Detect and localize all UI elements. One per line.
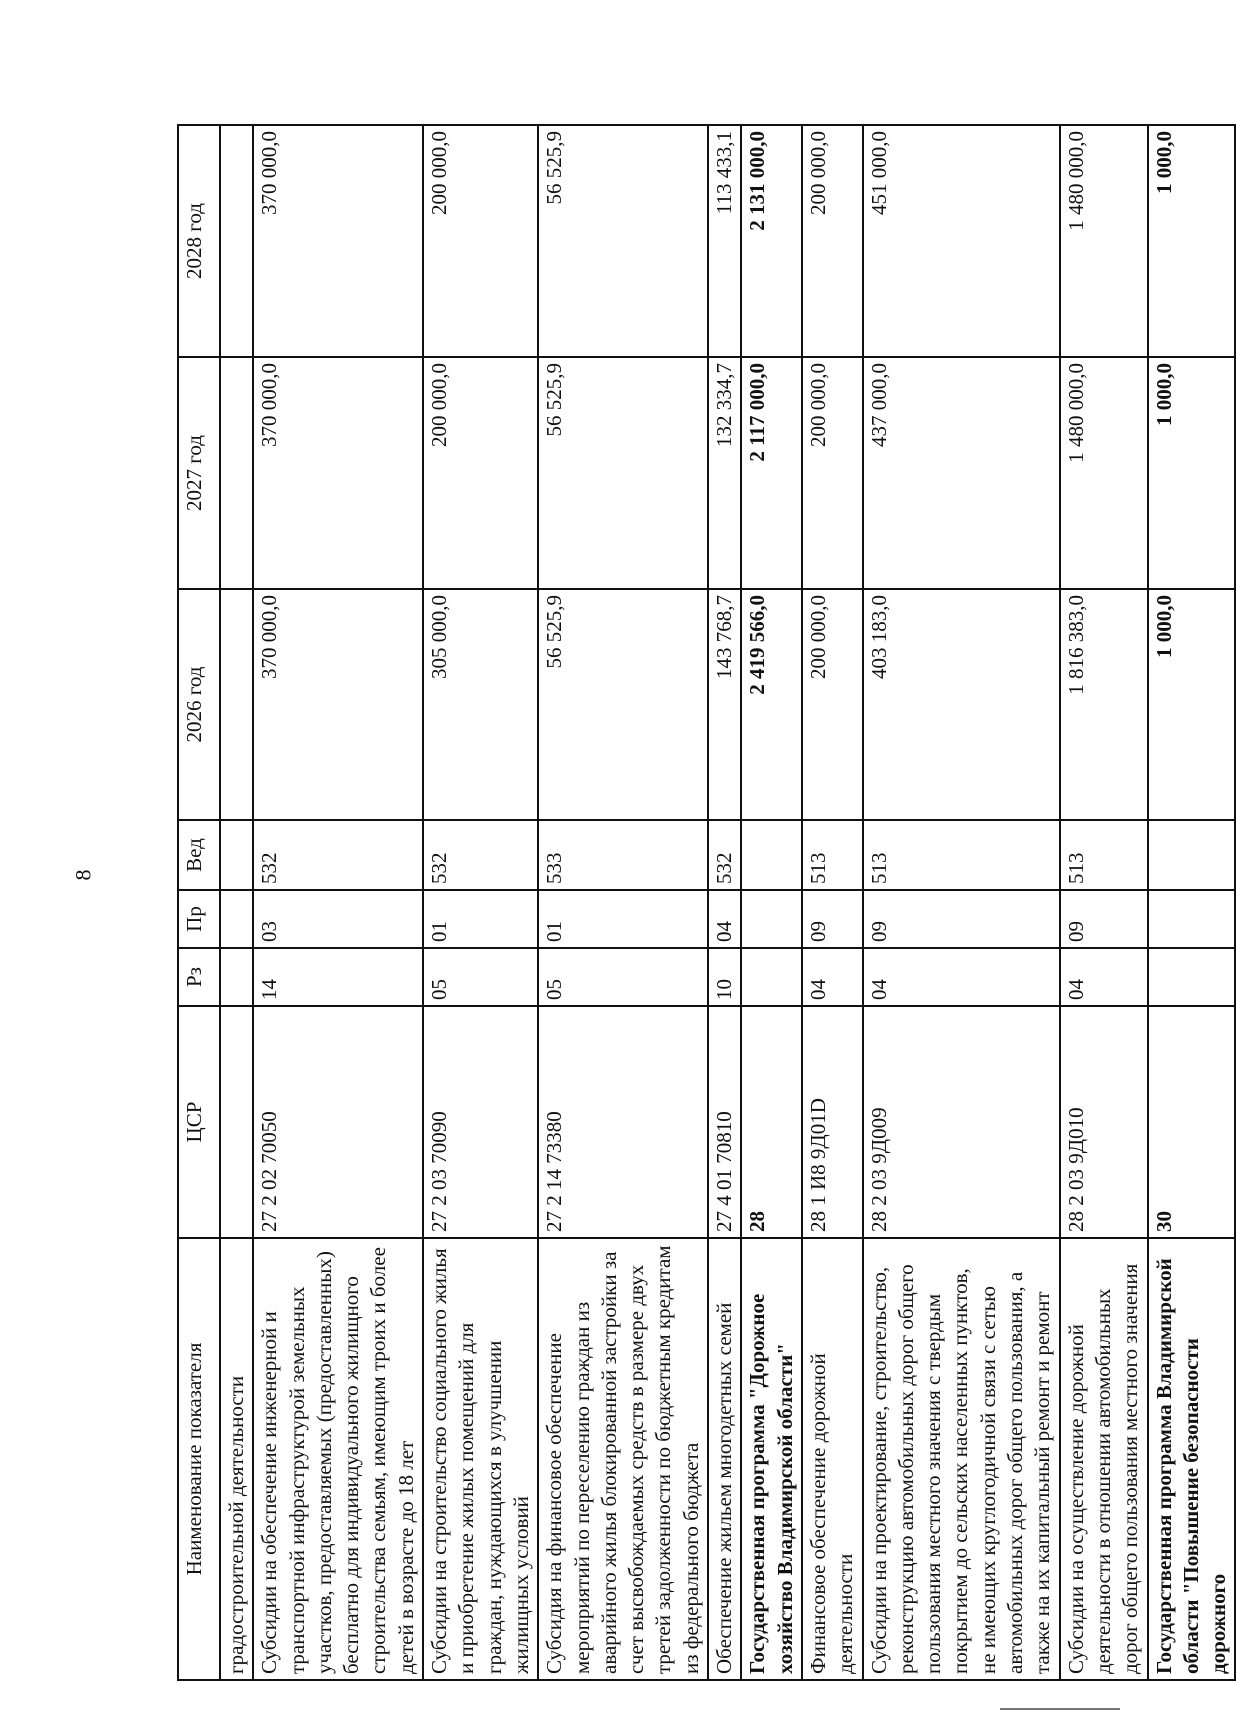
header-rz: Рз [178, 948, 220, 1006]
cell-2028: 113 433,1 [708, 125, 741, 357]
header-pr: Пр [178, 890, 220, 948]
header-2026: 2026 год [178, 589, 220, 820]
table-row [220, 125, 253, 1680]
cell-2026: 200 000,0 [802, 589, 863, 820]
cell-pr: 03 [253, 890, 423, 948]
header-row [178, 125, 220, 1680]
cell-rz [1148, 948, 1236, 1006]
cell-csr: 27 2 03 70090 [423, 1006, 538, 1238]
cell-rz: 05 [538, 948, 708, 1006]
cell-2027: 437 000,0 [863, 357, 1060, 589]
header-name: Наименование показателя [178, 1238, 220, 1680]
cell-2026: 370 000,0 [253, 589, 423, 820]
cell-2028: 200 000,0 [423, 125, 538, 357]
cell-2027: 1 480 000,0 [1060, 357, 1148, 589]
cell-name: Субсидии на проектирование, строительство, реконструкцию автомобильных дорог общего пользования местного значения с твердым покрытием до сельских населенных пунктов, не имеющих круглогодичной связи с сетью автомобильных дорог общего пользования, а также на их капитальный ремонт и ремонт [863, 1238, 1060, 1680]
table-row [1060, 125, 1148, 1680]
rotated-table-container [177, 126, 1231, 1681]
cell-2026: 143 768,7 [708, 589, 741, 820]
cell-pr [220, 890, 253, 948]
cell-2026: 2 419 566,0 [741, 589, 802, 820]
cell-2028: 451 000,0 [863, 125, 1060, 357]
cell-name: Субсидия на финансовое обеспечение мероприятий по переселению граждан из аварийного жилья блокированной застройки за счет высвобождаемых средств в размере двух третей задолженности по бюджетным кредитам из федерального бюджета [538, 1238, 708, 1680]
cell-2026: 403 183,0 [863, 589, 1060, 820]
table-row [863, 125, 1060, 1680]
cell-csr: 30 [1148, 1006, 1236, 1238]
cell-csr [220, 1006, 253, 1238]
cell-2027: 200 000,0 [802, 357, 863, 589]
cell-rz [741, 948, 802, 1006]
cell-pr: 09 [802, 890, 863, 948]
cell-csr: 27 4 01 70810 [708, 1006, 741, 1238]
cell-pr: 09 [1060, 890, 1148, 948]
cell-name: Финансовое обеспечение дорожной деятельности [802, 1238, 863, 1680]
cell-name: градостроительной деятельности [220, 1238, 253, 1680]
cell-2028: 370 000,0 [253, 125, 423, 357]
cell-rz: 04 [1060, 948, 1148, 1006]
cell-csr: 28 1 И8 9Д01D [802, 1006, 863, 1238]
cell-2027: 2 117 000,0 [741, 357, 802, 589]
cell-2026: 1 816 383,0 [1060, 589, 1148, 820]
cell-2028: 1 480 000,0 [1060, 125, 1148, 357]
cell-ved: 513 [1060, 820, 1148, 890]
cell-pr [1148, 890, 1236, 948]
cell-csr: 28 2 03 9Д010 [1060, 1006, 1148, 1238]
table-row [802, 125, 863, 1680]
budget-table [177, 124, 1236, 1681]
header-2027: 2027 год [178, 357, 220, 589]
cell-name: Государственная программа Владимирской области "Повышение безопасности дорожного [1148, 1238, 1236, 1680]
cell-ved: 532 [423, 820, 538, 890]
cell-pr: 01 [538, 890, 708, 948]
table-row [708, 125, 741, 1680]
cell-2026: 305 000,0 [423, 589, 538, 820]
cell-2027: 200 000,0 [423, 357, 538, 589]
table-row [1148, 125, 1236, 1680]
cell-2027 [220, 357, 253, 589]
cell-pr [741, 890, 802, 948]
cell-rz: 05 [423, 948, 538, 1006]
cell-csr: 27 2 02 70050 [253, 1006, 423, 1238]
cell-name: Государственная программа "Дорожное хозяйство Владимирской области" [741, 1238, 802, 1680]
cell-2026: 56 525,9 [538, 589, 708, 820]
cell-ved: 532 [708, 820, 741, 890]
cell-name: Субсидии на строительство социального жилья и приобретение жилых помещений для граждан, нуждающихся в улучшении жилищных условий [423, 1238, 538, 1680]
cell-pr: 04 [708, 890, 741, 948]
cell-2027: 56 525,9 [538, 357, 708, 589]
cell-csr: 27 2 14 73380 [538, 1006, 708, 1238]
table-row [538, 125, 708, 1680]
table-row [423, 125, 538, 1680]
scan-edge-mark [1000, 1708, 1120, 1710]
cell-name: Обеспечение жильем многодетных семей [708, 1238, 741, 1680]
cell-name: Субсидии на осуществление дорожной деятельности в отношении автомобильных дорог общего пользования местного значения [1060, 1238, 1148, 1680]
header-2028: 2028 год [178, 125, 220, 357]
cell-rz: 04 [802, 948, 863, 1006]
cell-2027: 132 334,7 [708, 357, 741, 589]
cell-2027: 370 000,0 [253, 357, 423, 589]
cell-rz [220, 948, 253, 1006]
cell-ved: 533 [538, 820, 708, 890]
cell-2028: 56 525,9 [538, 125, 708, 357]
cell-2028: 2 131 000,0 [741, 125, 802, 357]
cell-rz: 04 [863, 948, 1060, 1006]
cell-pr: 01 [423, 890, 538, 948]
cell-ved: 532 [253, 820, 423, 890]
cell-ved: 513 [802, 820, 863, 890]
cell-2026 [220, 589, 253, 820]
cell-rz: 14 [253, 948, 423, 1006]
cell-csr: 28 2 03 9Д009 [863, 1006, 1060, 1238]
cell-2028: 1 000,0 [1148, 125, 1236, 357]
cell-name: Субсидии на обеспечение инженерной и транспортной инфраструктурой земельных участков, предоставляемых (предоставленных) бесплатно для индивидуального жилищного строительства семьям, имеющим троих и более детей в возрасте до 18 лет [253, 1238, 423, 1680]
cell-csr: 28 [741, 1006, 802, 1238]
cell-pr: 09 [863, 890, 1060, 948]
cell-rz: 10 [708, 948, 741, 1006]
cell-ved: 513 [863, 820, 1060, 890]
header-csr: ЦСР [178, 1006, 220, 1238]
cell-ved [1148, 820, 1236, 890]
cell-ved [741, 820, 802, 890]
table-row [253, 125, 423, 1680]
table-row [741, 125, 802, 1680]
cell-2028: 200 000,0 [802, 125, 863, 357]
cell-ved [220, 820, 253, 890]
cell-2026: 1 000,0 [1148, 589, 1236, 820]
cell-2027: 1 000,0 [1148, 357, 1236, 589]
page-number: 8 [70, 869, 96, 881]
cell-2028 [220, 125, 253, 357]
header-ved: Вед [178, 820, 220, 890]
